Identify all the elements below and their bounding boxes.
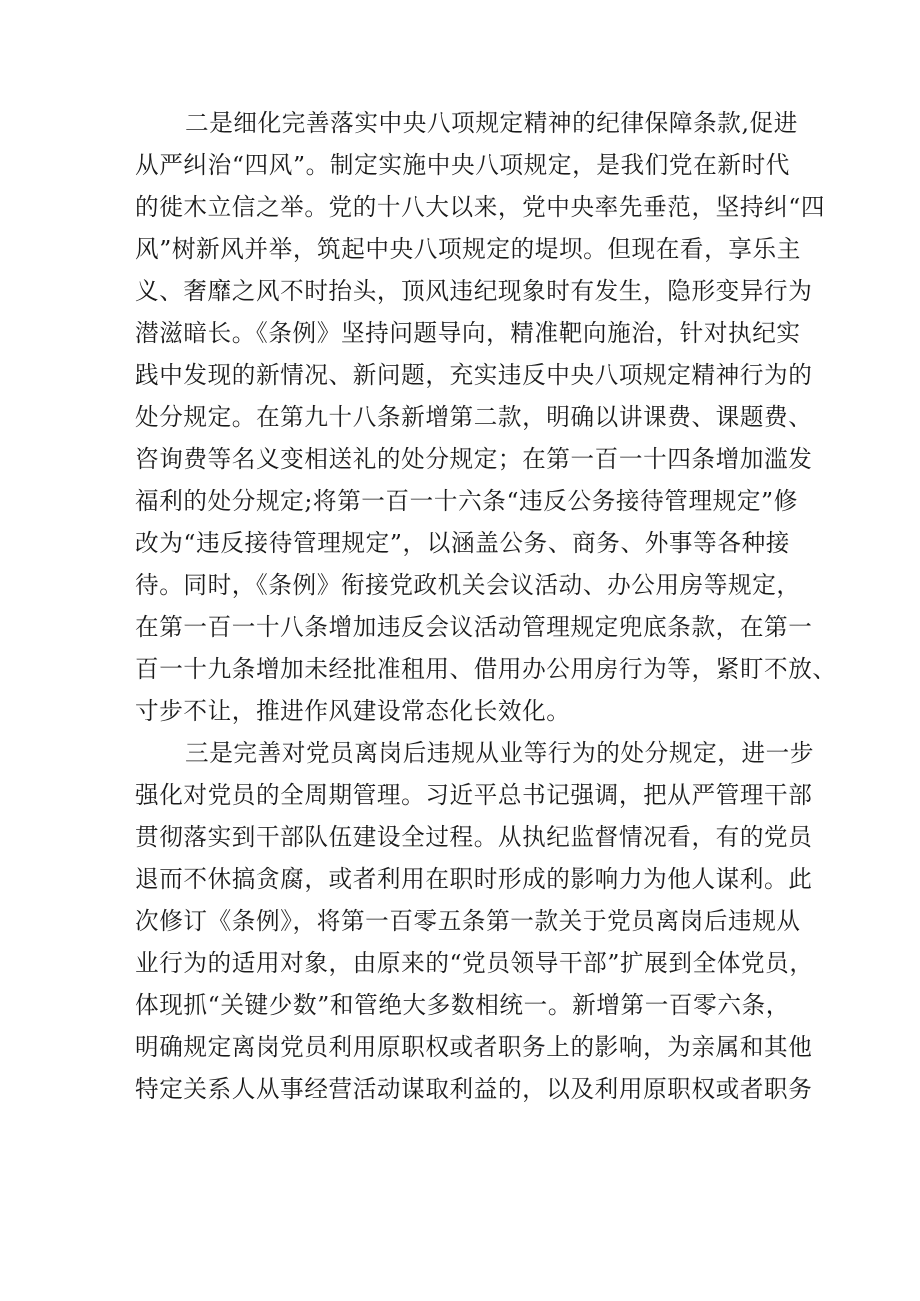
text-line: 风”树新风并举，筑起中央八项规定的堤坝。但现在看，享乐主	[135, 235, 801, 263]
paragraph-1	[135, 102, 837, 732]
text-line: 处分规定。在第九十八条新增第二款，明确以讲课费、课题费、	[135, 403, 813, 431]
text-line: 改为“违反接待管理规定”，以涵盖公务、商务、外事等各种接	[135, 529, 790, 557]
text-line: 明确规定离岗党员利用原职权或者职务上的影响，为亲属和其他	[135, 1033, 813, 1061]
text-line: 待。同时，《条例》衔接党政机关会议活动、办公用房等规定，	[135, 571, 801, 599]
text-line: 百一十九条增加未经批准租用、借用办公用房行为等，紧盯不放、	[135, 655, 837, 683]
text-line: 在第一百一十八条增加违反会议活动管理规定兜底条款，在第一	[135, 613, 813, 641]
body-text	[135, 102, 837, 1110]
text-line: 福利的处分规定;将第一百一十六条“违反公务接待管理规定”修	[135, 487, 798, 515]
text-line: 退而不休搞贪腐，或者利用在职时形成的影响力为他人谋利。此	[135, 865, 813, 893]
text-line: 二是细化完善落实中央八项规定精神的纪律保障条款,促进	[185, 109, 798, 137]
text-line: 业行为的适用对象，由原来的“党员领导干部”扩展到全体党员，	[135, 949, 814, 977]
text-line: 强化对党员的全周期管理。习近平总书记强调，把从严管理干部	[135, 781, 813, 809]
text-line: 的徙木立信之举。党的十八大以来，党中央率先垂范，坚持纠“四	[135, 193, 826, 221]
text-line: 三是完善对党员离岗后违规从业等行为的处分规定，进一步	[185, 739, 815, 767]
text-line: 践中发现的新情况、新问题，充实违反中央八项规定精神行为的	[135, 361, 813, 389]
text-line: 潜滋暗长。《条例》坚持问题导向，精准靶向施治，针对执纪实	[135, 319, 801, 347]
text-line: 体现抓“关键少数”和管绝大多数相统一。新增第一百零六条，	[135, 991, 790, 1019]
text-line: 特定关系人从事经营活动谋取利益的，以及利用原职权或者职务	[135, 1075, 813, 1103]
text-line: 义、奢靡之风不时抬头，顶风违纪现象时有发生，隐形变异行为	[135, 277, 813, 305]
paragraph-2	[135, 732, 815, 1110]
text-line: 寸步不让，推进作风建设常态化长效化。	[135, 697, 571, 725]
text-line: 从严纠治“四风”。制定实施中央八项规定，是我们党在新时代	[135, 151, 790, 179]
text-line: 贯彻落实到干部队伍建设全过程。从执纪监督情况看，有的党员	[135, 823, 813, 851]
text-line: 咨询费等名义变相送礼的处分规定；在第一百一十四条增加滥发	[135, 445, 813, 473]
text-line: 次修订《条例》，将第一百零五条第一款关于党员离岗后违规从	[135, 907, 801, 935]
